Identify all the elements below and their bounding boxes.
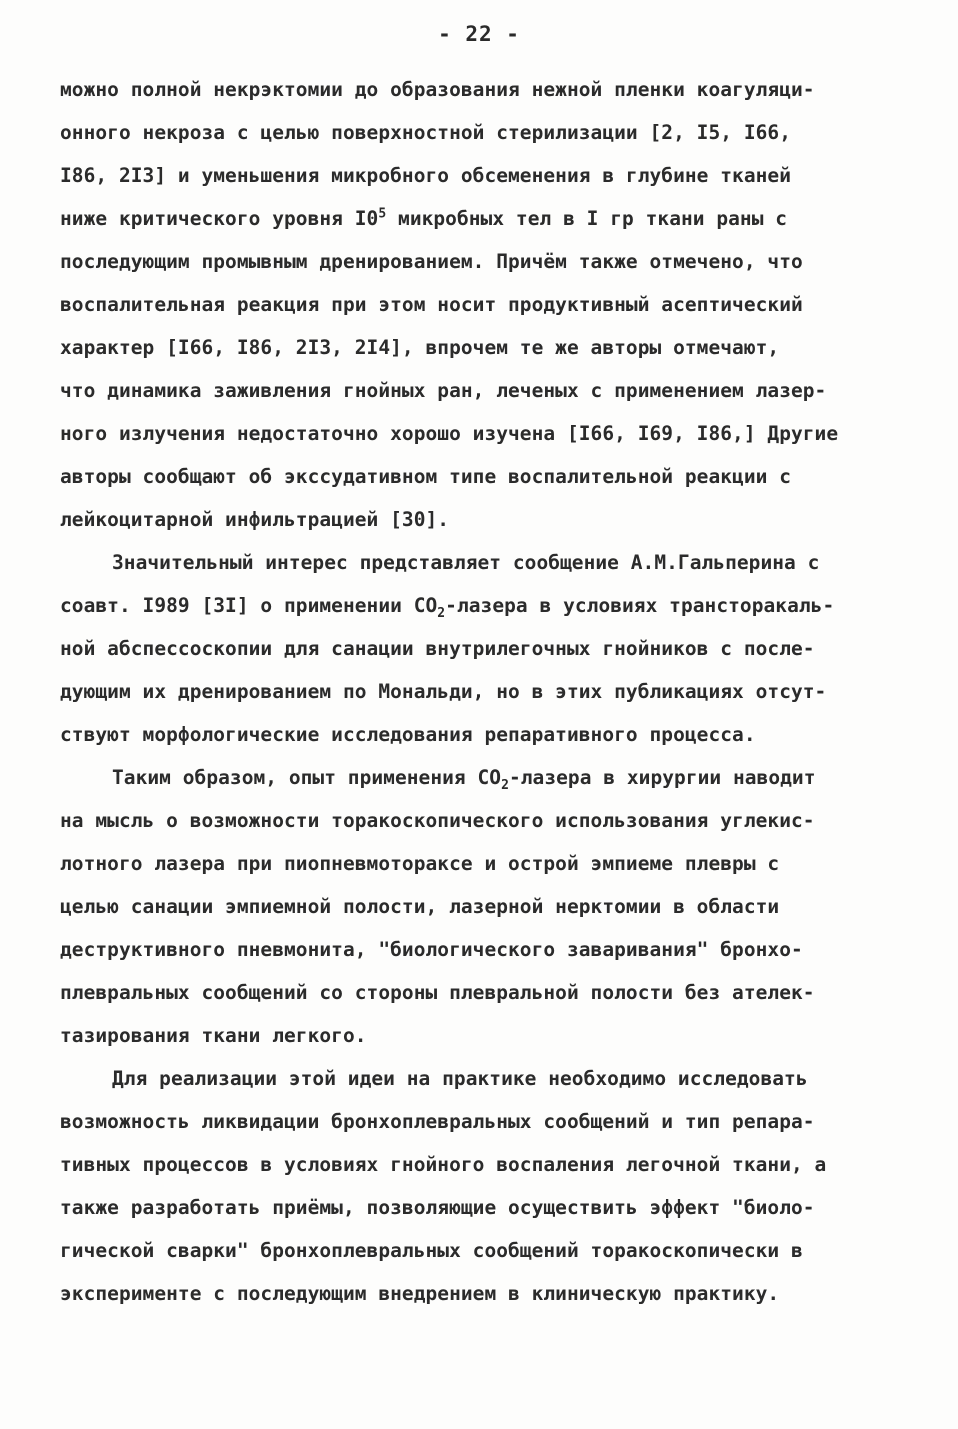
paragraph-1 [60,68,900,541]
text-segment: микробных тел в I гр ткани раны с [386,207,788,230]
text-line: последующим промывным дренированием. Причём также отмечено, что [60,250,803,273]
text-line: лотного лазера при пиопневмотораксе и острой эмпиеме плевры с [60,852,780,875]
text-line: гической сварки" бронхоплевральных сообщений торакоскопически в [60,1239,803,1262]
text-line: эксперименте с последующим внедрением в клиническую практику. [60,1282,780,1305]
page-number: - 22 - [438,22,520,46]
text-line: ной абспессоскопии для санации внутрилегочных гнойников с после- [60,637,815,660]
text-line [60,756,900,799]
text-line: I86, 2I3] и уменьшения микробного обсеменения в глубине тканей [60,164,791,187]
text-line: на мысль о возможности торакоскопического использования углекис- [60,809,815,832]
paragraph-4 [60,1057,900,1315]
text-line: лейкоцитарной инфильтрацией [30]. [60,508,450,531]
text-line: воспалительная реакция при этом носит продуктивный асептический [60,293,803,316]
text-segment: соавт. I989 [3I] о применении CO [60,594,438,617]
body-text [60,68,900,1315]
text-line: авторы сообщают об экссудативном типе воспалительной реакции с [60,465,791,488]
text-line: деструктивного пневмонита, "биологического заваривания" бронхо- [60,938,803,961]
text-line: Для реализации этой идеи на практике необходимо исследовать [112,1067,808,1090]
text-line [60,197,900,240]
text-line: тазирования ткани легкого. [60,1024,367,1047]
text-line: тивных процессов в условиях гнойного воспаления легочной ткани, а [60,1153,827,1176]
text-line [60,584,900,627]
text-segment: ниже критического уровня I0 [60,207,379,230]
text-line: плевральных сообщений со стороны плевральной полости без ателек- [60,981,815,1004]
text-segment: -лазера в хирургии наводит [508,766,816,789]
text-line: Значительный интерес представляет сообщение А.М.Гальперина с [112,551,820,574]
text-line: дующим их дренированием по Мональди, но в этих публикациях отсут- [60,680,827,703]
text-line: ствуют морфологические исследования репаративного процесса. [60,723,756,746]
text-segment: -лазера в условиях трансторакаль- [445,594,835,617]
text-line: ного излучения недостаточно хорошо изучена [I66, I69, I86,] Другие [60,422,839,445]
text-segment: Таким образом, опыт применения CO [112,766,502,789]
text-line: что динамика заживления гнойных ран, леченых с применением лазер- [60,379,827,402]
text-line: также разработать приёмы, позволяющие осуществить эффект "биоло- [60,1196,815,1219]
text-line: целью санации эмпиемной полости, лазерной нерктомии в области [60,895,780,918]
text-line: онного некроза с целью поверхностной стерилизации [2, I5, I66, [60,121,791,144]
subscript: 2 [437,605,446,621]
subscript: 2 [501,777,509,793]
paragraph-3 [60,756,900,1057]
paragraph-2 [60,541,900,756]
superscript: 5 [378,206,387,222]
text-line: можно полной некрэктомии до образования нежной пленки коагуляци- [60,78,815,101]
text-line: характер [I66, I86, 2I3, 2I4], впрочем те же авторы отмечают, [60,336,780,359]
text-line: возможность ликвидации бронхоплевральных сообщений и тип репара- [60,1110,815,1133]
